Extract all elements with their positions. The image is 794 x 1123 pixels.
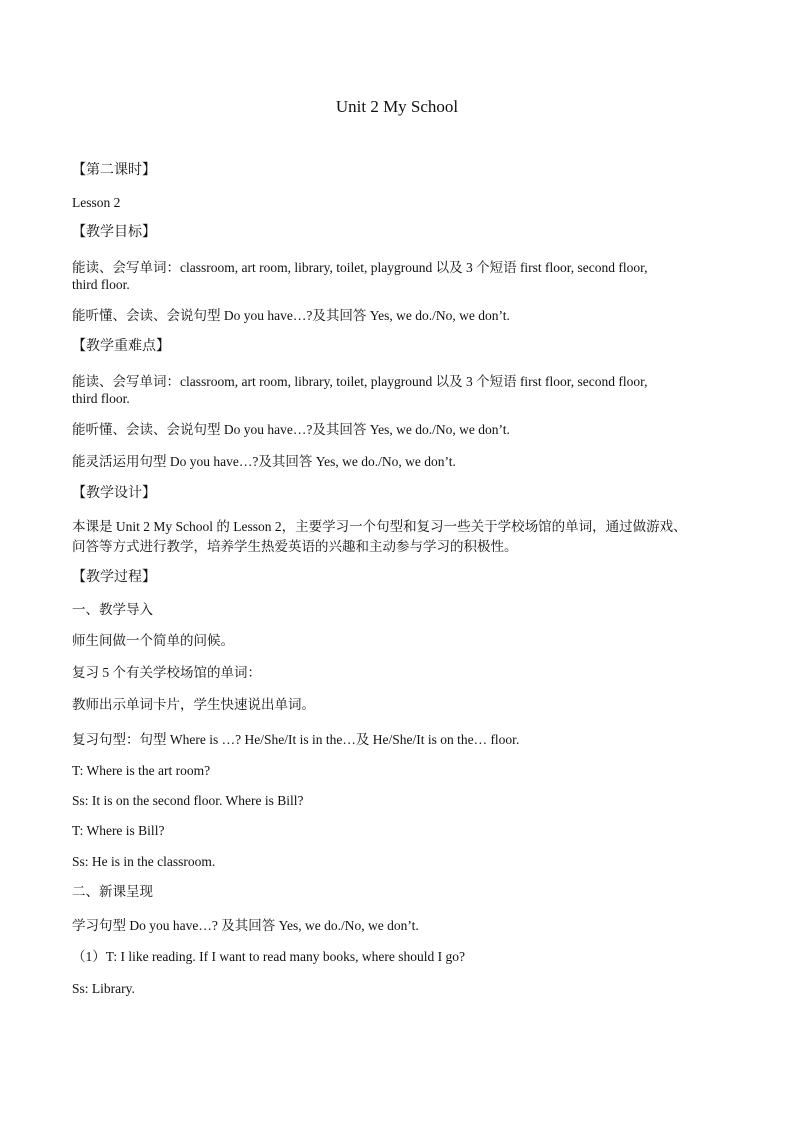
goal-sentence-pattern: 能听懂、会读、会说句型 Do you have…?及其回答 Yes, we do./No, we don’t. — [72, 308, 510, 323]
keypoint-flexible-use: 能灵活运用句型 Do you have…?及其回答 Yes, we do./No, we don’t. — [72, 454, 456, 469]
section-label-teaching-process: 【教学过程】 — [72, 570, 156, 585]
section-label-teaching-goals: 【教学目标】 — [72, 225, 156, 240]
step-one-greeting: 师生间做一个简单的问候。 — [72, 633, 234, 648]
step-one-review-patterns: 复习句型：句型 Where is …? He/She/It is in the…及 He/She/It is on the… floor. — [72, 732, 520, 747]
step-one-review-words: 复习 5 个有关学校场馆的单词： — [72, 665, 261, 680]
step-two-heading: 二、新课呈现 — [72, 884, 153, 899]
section-label-teaching-design: 【教学设计】 — [72, 486, 156, 501]
step-two-answer-1: Ss: Library. — [72, 981, 135, 996]
step-one-word-cards: 教师出示单词卡片，学生快速说出单词。 — [72, 697, 315, 712]
goal-vocabulary-line-1: 能读、会写单词：classroom, art room, library, toilet, playground 以及 3 个短语 first floor, second floor, — [72, 260, 648, 275]
keypoint-vocabulary-line-2: third floor. — [72, 391, 130, 406]
step-two-learn-pattern: 学习句型 Do you have…? 及其回答 Yes, we do./No, we don’t. — [72, 918, 419, 933]
section-label-key-points: 【教学重难点】 — [72, 339, 170, 354]
step-two-question-1: （1）T: I like reading. If I want to read many books, where should I go? — [72, 949, 465, 964]
section-label-lesson-period: 【第二课时】 — [72, 163, 156, 178]
dialogue-line-1: T: Where is the art room? — [72, 763, 211, 778]
keypoint-vocabulary-line-1: 能读、会写单词：classroom, art room, library, toilet, playground 以及 3 个短语 first floor, second floor, — [72, 374, 648, 389]
dialogue-line-3: T: Where is Bill? — [72, 823, 165, 838]
dialogue-line-4: Ss: He is in the classroom. — [72, 854, 216, 869]
step-one-heading: 一、教学导入 — [72, 602, 153, 617]
design-paragraph-line-1: 本课是 Unit 2 My School 的 Lesson 2，主要学习一个句型和复习一些关于学校场馆的单词，通过做游戏、 — [72, 519, 687, 534]
document-title: Unit 2 My School — [335, 97, 459, 116]
design-paragraph-line-2: 问答等方式进行教学，培养学生热爱英语的兴趣和主动参与学习的积极性。 — [72, 539, 518, 554]
lesson-number: Lesson 2 — [72, 195, 121, 210]
keypoint-sentence-pattern: 能听懂、会读、会说句型 Do you have…?及其回答 Yes, we do./No, we don’t. — [72, 422, 510, 437]
dialogue-line-2: Ss: It is on the second floor. Where is Bill? — [72, 793, 304, 808]
goal-vocabulary-line-2: third floor. — [72, 277, 130, 292]
